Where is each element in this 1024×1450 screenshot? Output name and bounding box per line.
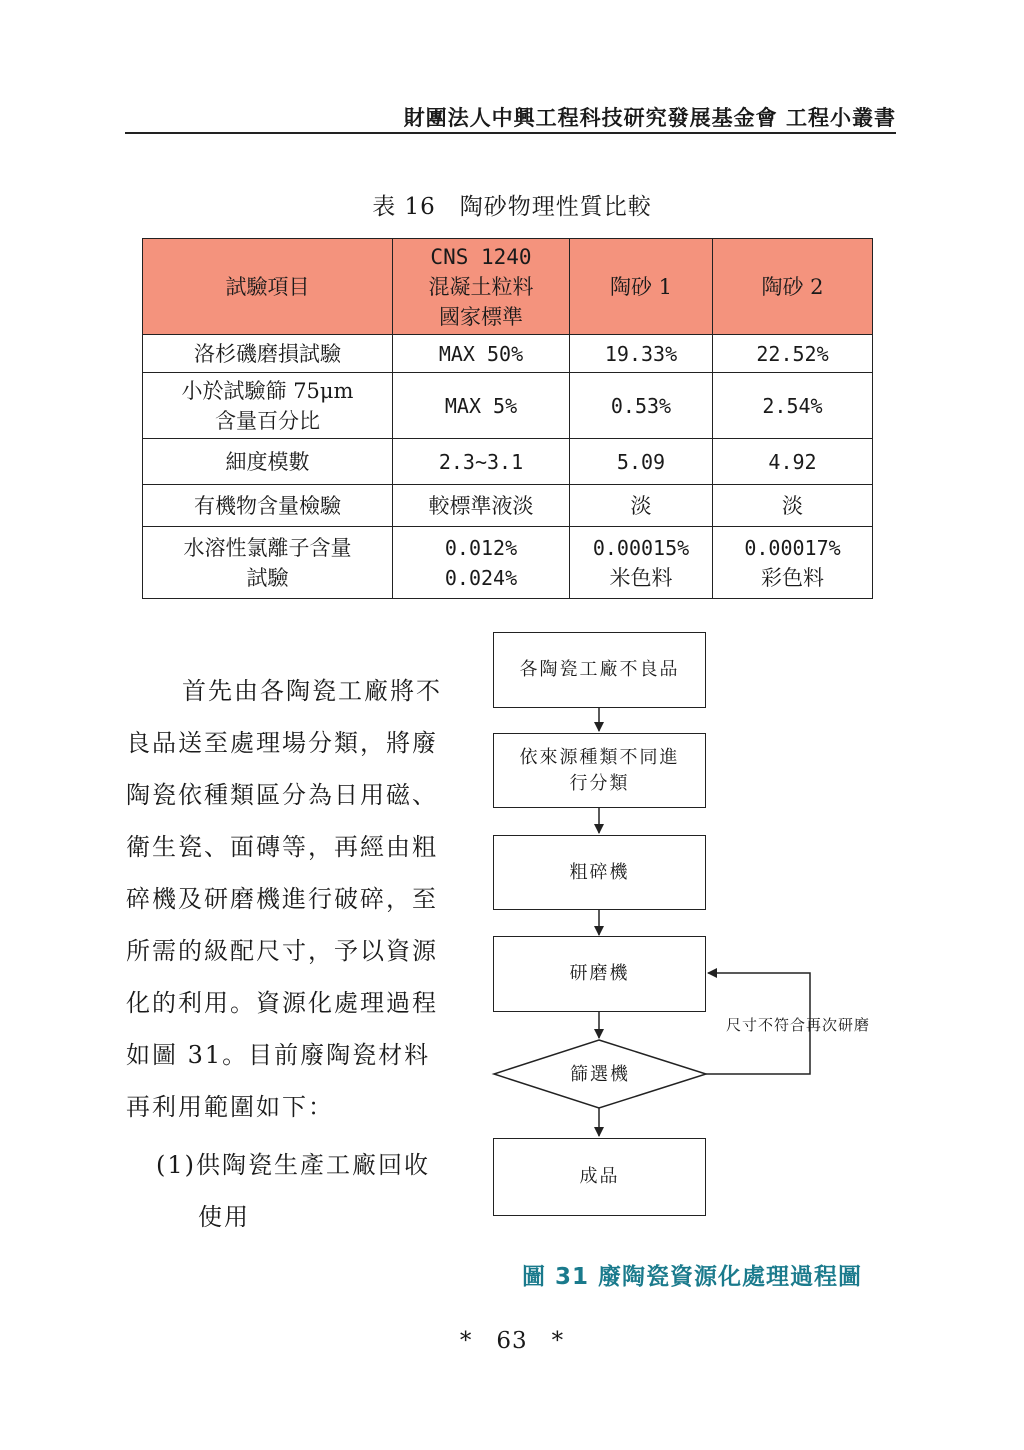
cell-item: 洛杉磯磨損試驗 (143, 335, 393, 373)
cell-sand1: 19.33% (570, 335, 713, 373)
header-sand2: 陶砂 2 (713, 239, 873, 335)
cell-sand1: 0.53% (570, 373, 713, 439)
cell-sand1-line1: 0.00015% (592, 535, 690, 560)
flow-step-label: 研磨機 (569, 963, 630, 984)
cell-sand1-line2: 米色料 (609, 565, 673, 590)
cell-sand2: 4.92 (713, 439, 873, 485)
cell-cns: 較標準液淡 (393, 485, 570, 527)
header-sand1: 陶砂 1 (570, 239, 713, 335)
figure-caption: 圖 31 廢陶瓷資源化處理過程圖 (522, 1264, 863, 1290)
cell-sand1: 5.09 (570, 439, 713, 485)
list-item-1-continued: 使用 (198, 1203, 250, 1231)
cell-cns-line1: 0.012% (444, 535, 518, 560)
header-cns-line1: CNS 1240 (430, 244, 532, 269)
table-caption: 表 16 陶砂物理性質比較 (372, 194, 652, 220)
cell-item-line2: 含量百分比 (215, 408, 320, 433)
cell-sand2: 淡 (713, 485, 873, 527)
cell-sand2-line2: 彩色料 (761, 565, 824, 590)
running-header: 財團法人中興工程科技研究發展基金會 工程小叢書 (403, 105, 896, 130)
page-number: * 63 * (459, 1328, 565, 1354)
list-item-1: (1)供陶瓷生產工廠回收 (156, 1151, 430, 1179)
cell-item-line2: 試驗 (246, 565, 289, 590)
flow-step-label: 各陶瓷工廠不良品 (519, 659, 680, 680)
cell-item: 有機物含量檢驗 (143, 485, 393, 527)
flow-step-product (493, 1138, 706, 1216)
flow-decision-label: 篩選機 (570, 1064, 630, 1085)
flow-step-classification (493, 733, 706, 808)
flow-step-label: 成品 (579, 1166, 620, 1187)
flow-step-label: 依來源種類不同進行分類 (519, 746, 680, 794)
cell-sand2: 2.54% (713, 373, 873, 439)
cell-item-line1: 小於試驗篩 75μm (181, 378, 354, 403)
flow-loop-label: 尺寸不符合再次研磨 (726, 1016, 871, 1034)
header-cns-line2: 混凝土粒料 (428, 274, 534, 299)
cell-sand2: 22.52% (713, 335, 873, 373)
cell-sand1: 淡 (570, 485, 713, 527)
flow-step-coarse-crusher (493, 835, 706, 910)
body-paragraph: 首先由各陶瓷工廠將不良品送至處理場分類，將廢陶瓷依種類區分為日用磁、衛生瓷、面磚等，再經由粗碎機及研磨機進行破碎，至所需的級配尺寸，予以資源化的利用。資源化處理過程如圖 31。目前廢陶瓷材料再利用範圍如下： (126, 677, 442, 1121)
cell-item: 細度模數 (143, 439, 393, 485)
flow-step-grinder (493, 936, 706, 1012)
cell-cns: MAX 50% (393, 335, 570, 373)
cell-cns: 2.3~3.1 (393, 439, 570, 485)
header-cns-line3: 國家標準 (439, 304, 523, 329)
cell-cns: MAX 5% (393, 373, 570, 439)
cell-item-line1: 水溶性氯離子含量 (183, 535, 352, 560)
flow-step-defective-products (493, 632, 706, 708)
flow-step-label: 粗碎機 (569, 861, 630, 883)
cell-sand2-line1: 0.00017% (744, 535, 841, 560)
header-item: 試驗項目 (143, 239, 393, 335)
cell-cns-line2: 0.024% (444, 565, 518, 590)
